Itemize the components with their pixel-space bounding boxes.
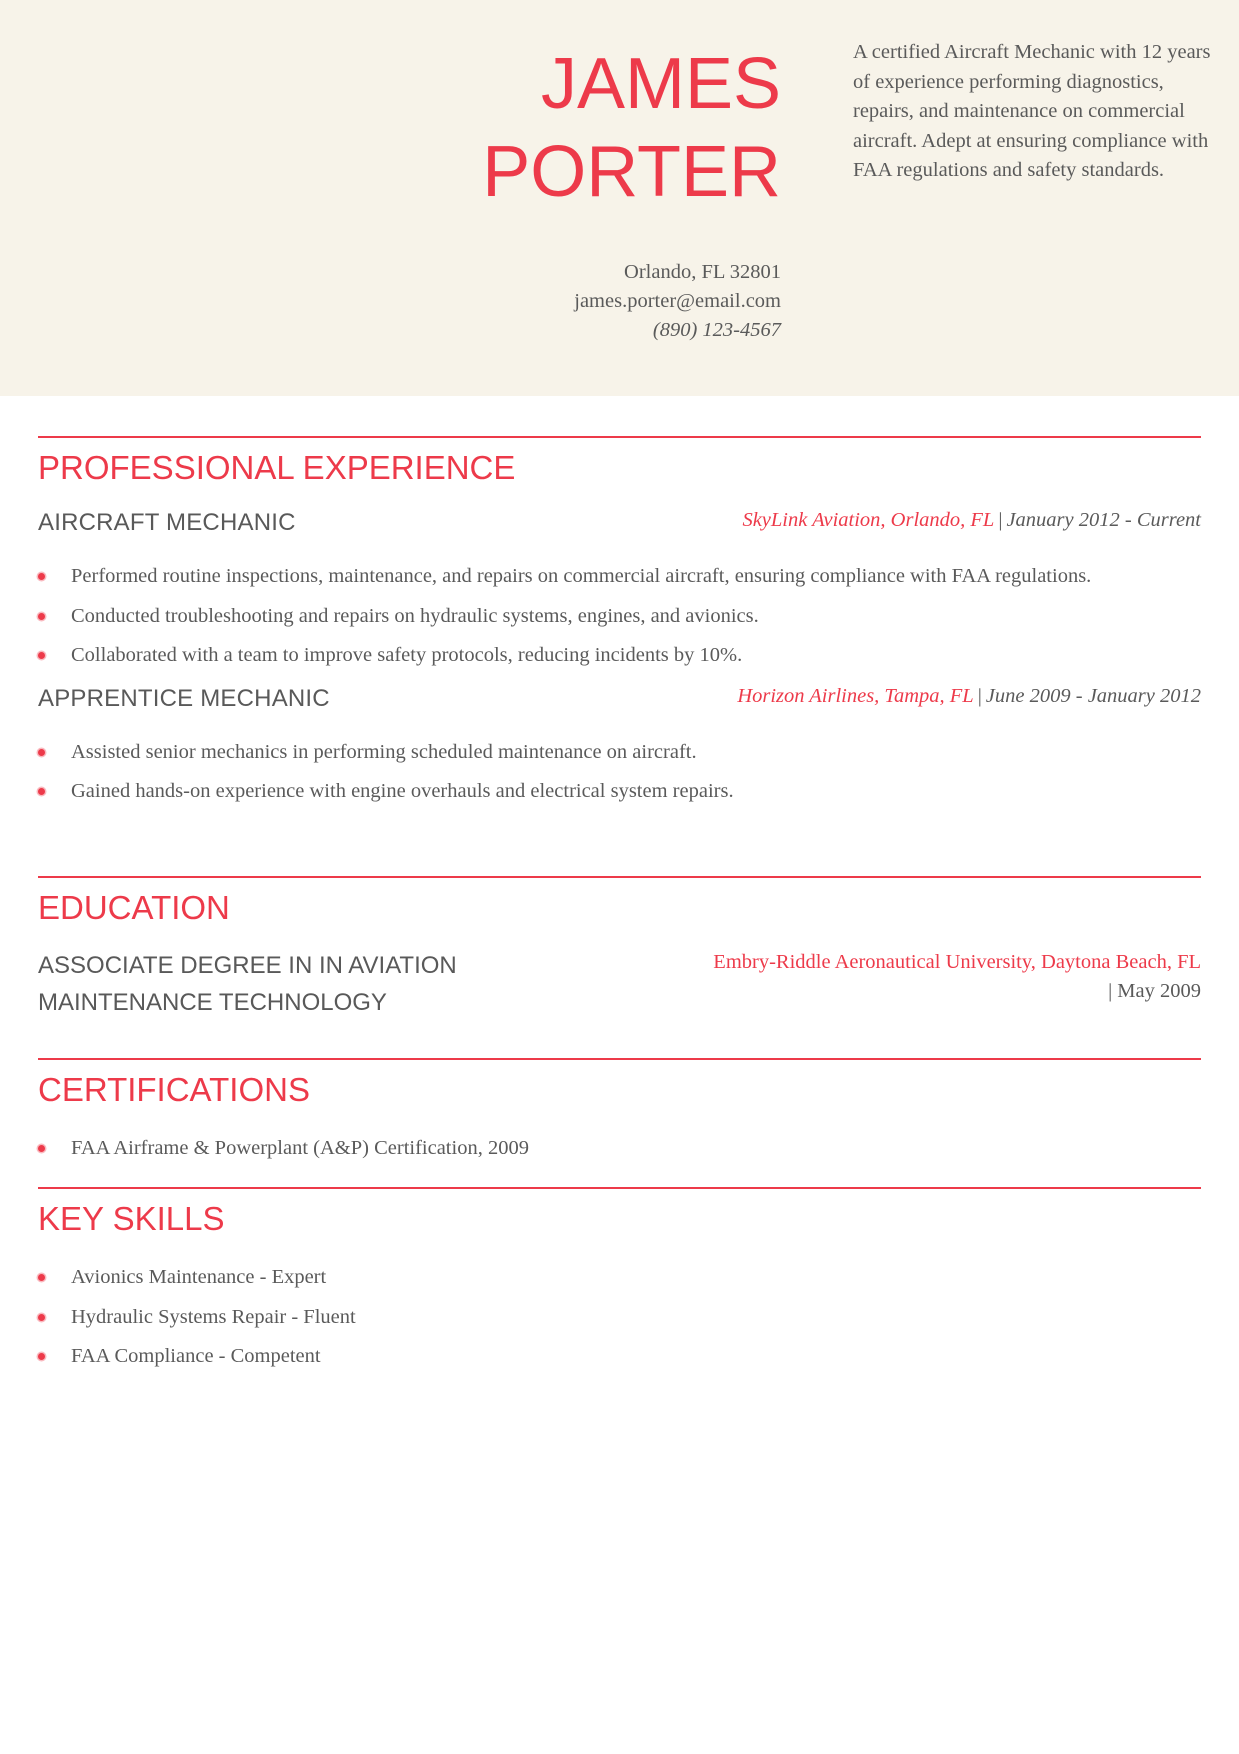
- first-name: JAMES: [540, 44, 781, 124]
- section-divider: [38, 436, 1201, 438]
- education-heading: EDUCATION: [38, 889, 230, 926]
- education-date: | May 2009: [1108, 980, 1201, 1002]
- bullet-text: FAA Airframe & Powerplant (A&P) Certification, 2009: [71, 1137, 529, 1159]
- bullet-icon: [38, 749, 45, 756]
- job-dates: June 2009 - January 2012: [985, 684, 1201, 707]
- job-title: APPRENTICE MECHANIC: [38, 684, 330, 712]
- job-dates: January 2012 - Current: [1006, 509, 1201, 531]
- list-item: [38, 602, 1201, 632]
- section-divider: [38, 876, 1201, 878]
- skills-section: [38, 1187, 1201, 1382]
- candidate-name: [482, 40, 781, 216]
- bullet-text: Collaborated with a team to improve safety protocols, reducing incidents by 10%.: [71, 644, 743, 666]
- degree-line: MAINTENANCE TECHNOLOGY: [38, 989, 387, 1016]
- job-header: [38, 685, 1201, 721]
- bullet-text: Performed routine inspections, maintenance, and repairs on commercial aircraft, ensuring compliance with FAA regulations.: [71, 565, 1092, 587]
- bullet-icon: [38, 1145, 45, 1152]
- education-meta: [641, 948, 1201, 1006]
- education-section: [38, 876, 1201, 1046]
- meta-separator: |: [998, 509, 1003, 531]
- list-item: [38, 1342, 1201, 1372]
- bullet-text: Gained hands-on experience with engine overhauls and electrical system repairs.: [71, 780, 734, 802]
- list-item: [38, 562, 1201, 592]
- bullet-text: Avionics Maintenance - Expert: [71, 1266, 327, 1288]
- job-bullets: [38, 738, 1201, 807]
- location: Orlando, FL 32801: [624, 261, 781, 283]
- skills-heading: KEY SKILLS: [38, 1200, 225, 1237]
- list-item: [38, 1134, 1201, 1164]
- bullet-icon: [38, 652, 45, 659]
- degree: [38, 947, 518, 1021]
- last-name: PORTER: [482, 132, 781, 212]
- certifications-section: [38, 1058, 1201, 1174]
- list-item: [38, 1263, 1201, 1293]
- job-meta: [742, 509, 1201, 532]
- bullet-icon: [38, 788, 45, 795]
- bullet-text: Assisted senior mechanics in performing scheduled maintenance on aircraft.: [71, 740, 697, 763]
- bullet-text: FAA Compliance - Competent: [71, 1345, 321, 1367]
- list-item: [38, 1303, 1201, 1333]
- section-divider: [38, 1187, 1201, 1189]
- experience-heading: PROFESSIONAL EXPERIENCE: [38, 449, 516, 486]
- list-item: [38, 777, 1201, 807]
- certifications-list: [38, 1134, 1201, 1164]
- degree-line: ASSOCIATE DEGREE IN IN AVIATION: [38, 952, 457, 979]
- job-header: [38, 509, 1201, 545]
- header-panel: [0, 0, 1239, 396]
- company: SkyLink Aviation, Orlando, FL: [742, 509, 995, 531]
- bullet-text: Conducted troubleshooting and repairs on hydraulic systems, engines, and avionics.: [71, 604, 759, 627]
- summary: A certified Aircraft Mechanic with 12 years of experience performing diagnostics, repairs, and maintenance on commercial aircraft. Adept at ensuring compliance with FAA regulations and safety standards.: [853, 41, 1211, 181]
- section-divider: [38, 1058, 1201, 1060]
- bullet-icon: [38, 573, 45, 580]
- email[interactable]: james.porter@email.com: [574, 290, 781, 312]
- bullet-icon: [38, 1314, 45, 1321]
- contact-info: [574, 258, 781, 345]
- phone[interactable]: (890) 123-4567: [652, 319, 781, 341]
- job-title: AIRCRAFT MECHANIC: [38, 509, 296, 536]
- bullet-text: Hydraulic Systems Repair - Fluent: [71, 1305, 356, 1328]
- bullet-icon: [38, 1274, 45, 1281]
- skills-list: [38, 1263, 1201, 1372]
- bullet-icon: [38, 613, 45, 620]
- list-item: [38, 738, 1201, 768]
- meta-separator: |: [977, 684, 982, 707]
- school: Embry-Riddle Aeronautical University, Daytona Beach, FL: [713, 951, 1201, 973]
- company: Horizon Airlines, Tampa, FL: [737, 684, 974, 707]
- list-item: [38, 641, 1201, 671]
- job-meta: [737, 685, 1201, 708]
- bullet-icon: [38, 1353, 45, 1360]
- certifications-heading: CERTIFICATIONS: [38, 1071, 310, 1108]
- experience-section: [38, 436, 1201, 817]
- job-bullets: [38, 562, 1201, 671]
